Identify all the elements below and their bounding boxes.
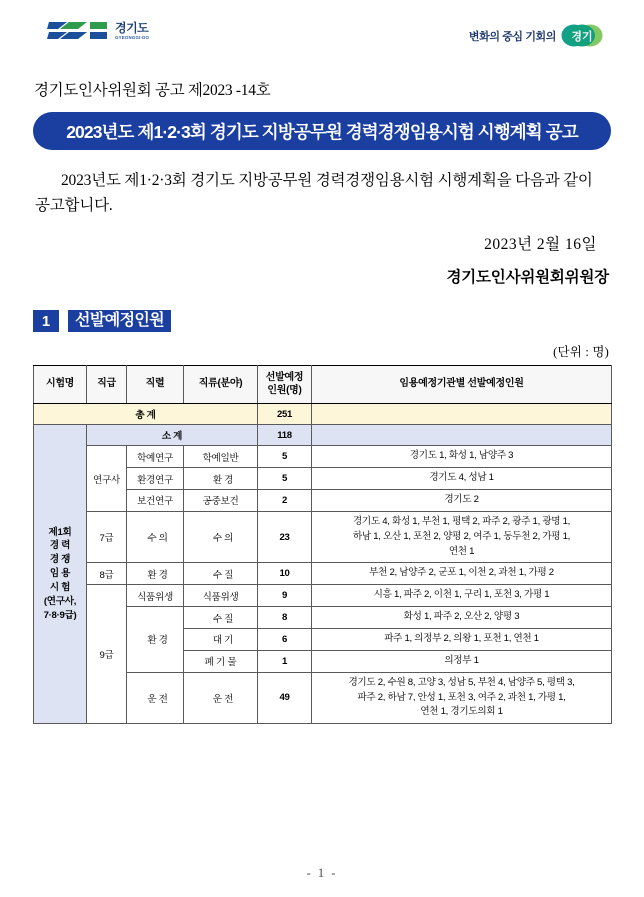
field-cell: 대 기 — [184, 628, 258, 650]
series-cell: 환경연구 — [127, 468, 184, 490]
field-cell: 수 질 — [184, 607, 258, 629]
field-cell: 운 전 — [184, 672, 258, 724]
exam-name-line: (연구사, — [43, 596, 77, 608]
unit-note: (단위 : 명) — [553, 345, 609, 360]
count-cell: 6 — [258, 628, 312, 650]
announcement-signer: 경기도인사위원회위원장 — [446, 269, 609, 287]
announcement-date: 2023년 2월 16일 — [484, 236, 597, 254]
th-grade: 직급 — [87, 366, 127, 404]
field-cell: 환 경 — [184, 468, 258, 490]
section-number: 1 — [33, 310, 59, 332]
table-row-total — [34, 404, 612, 425]
section-heading — [33, 309, 611, 333]
subtotal-orgs — [312, 425, 612, 446]
selection-plan-table — [33, 365, 612, 724]
logo-wordmark — [115, 22, 149, 40]
field-cell: 공중보건 — [184, 489, 258, 511]
count-cell: 1 — [258, 650, 312, 672]
field-cell: 학예일반 — [184, 446, 258, 468]
table-row-subtotal — [34, 425, 612, 446]
page-footer: - 1 - — [306, 866, 338, 880]
grade-cell: 7급 — [87, 511, 127, 563]
series-cell: 학예연구 — [127, 446, 184, 468]
exam-name-line: 제1회 — [48, 526, 72, 538]
count-cell: 2 — [258, 489, 312, 511]
field-cell: 수 의 — [184, 511, 258, 563]
field-cell: 식품위생 — [184, 585, 258, 607]
grade-cell: 연구사 — [87, 446, 127, 512]
svg-text:경기: 경기 — [571, 31, 593, 43]
series-cell: 보건연구 — [127, 489, 184, 511]
section-title: 선발예정인원 — [68, 310, 171, 332]
exam-name-line: 경 쟁 — [49, 554, 71, 566]
title-banner — [33, 112, 611, 150]
th-exam-name: 시험명 — [34, 366, 87, 404]
gyeonggi-badge-icon — [561, 24, 603, 47]
th-series: 직렬 — [127, 366, 184, 404]
series-cell: 수 의 — [127, 511, 184, 563]
table-row — [34, 511, 612, 563]
exam-name-line: 7·8·9급) — [43, 610, 77, 621]
th-orgs: 임용예정기관별 선발예정인원 — [312, 366, 612, 404]
exam-name-line: 시 험 — [49, 582, 71, 594]
count-cell: 23 — [258, 511, 312, 563]
table-row — [34, 585, 612, 607]
exam-name-line: 경 력 — [49, 540, 71, 552]
field-cell: 수 질 — [184, 563, 258, 585]
count-cell: 5 — [258, 468, 312, 490]
intro-paragraph: 2023년도 제1·2·3회 경기도 지방공무원 경력경쟁임용시험 시행계획을 다음과 같이 공고합니다. — [35, 172, 593, 215]
series-cell: 환 경 — [127, 563, 184, 585]
series-cell: 식품위생 — [127, 585, 184, 607]
exam-name-cell — [34, 425, 87, 724]
masthead — [33, 0, 611, 66]
count-cell: 9 — [258, 585, 312, 607]
th-field: 직류(분야) — [184, 366, 258, 404]
field-cell: 폐 기 물 — [184, 650, 258, 672]
subtotal-label: 소 계 — [87, 425, 258, 446]
total-orgs — [312, 404, 612, 425]
exam-name-line: 임 용 — [49, 568, 71, 580]
count-cell: 49 — [258, 672, 312, 724]
orgs-cell: 시흥 1, 파주 2, 이천 1, 구리 1, 포천 3, 가평 1 — [312, 585, 612, 607]
announcement-number: 경기도인사위원회 공고 제2023 -14호 — [34, 82, 271, 99]
total-label: 총 계 — [34, 404, 258, 425]
count-cell: 10 — [258, 563, 312, 585]
th-count — [258, 366, 312, 404]
gyeonggi-logo — [47, 20, 149, 42]
subtotal-count: 118 — [258, 425, 312, 446]
th-count-line2: 인원(명) — [267, 384, 302, 396]
gyeonggi-arrows-logo-icon — [47, 20, 109, 42]
orgs-cell: 부천 2, 남양주 2, 군포 1, 이천 2, 과천 1, 가평 2 — [312, 563, 612, 585]
orgs-cell: 경기도 4, 화성 1, 부천 1, 평택 2, 파주 2, 광주 1, 광명 1, 하남 1, 오산 1, 포천 2, 양평 2, 여주 1, 동두천 2, 가평 1, 연천 1 — [312, 511, 612, 563]
logo-name-en: GYEONGGI-DO — [115, 34, 150, 40]
count-cell: 5 — [258, 446, 312, 468]
series-cell: 운 전 — [127, 672, 184, 724]
count-cell: 8 — [258, 607, 312, 629]
orgs-cell: 파주 1, 의정부 2, 의왕 1, 포천 1, 연천 1 — [312, 628, 612, 650]
slogan-text: 변화의 중심 기회의 — [468, 30, 556, 43]
orgs-cell: 의정부 1 — [312, 650, 612, 672]
th-count-line1: 선발예정 — [265, 372, 304, 384]
grade-cell: 8급 — [87, 563, 127, 585]
orgs-cell: 경기도 1, 화성 1, 남양주 3 — [312, 446, 612, 468]
series-cell: 환 경 — [127, 607, 184, 673]
orgs-cell: 화성 1, 파주 2, 오산 2, 양평 3 — [312, 607, 612, 629]
grade-cell: 9급 — [87, 585, 127, 724]
orgs-cell: 경기도 4, 성남 1 — [312, 468, 612, 490]
table-body — [34, 404, 612, 724]
slogan-block — [469, 24, 603, 47]
orgs-cell: 경기도 2, 수원 8, 고양 3, 성남 5, 부천 4, 남양주 5, 평택 3, 파주 2, 하남 7, 안성 1, 포천 3, 여주 2, 과천 1, 가평 1, 연천 1, 경기도의회 1 — [312, 672, 612, 724]
orgs-cell: 경기도 2 — [312, 489, 612, 511]
title-banner-text: 2023년도 제1·2·3회 경기도 지방공무원 경력경쟁임용시험 시행계획 공고 — [66, 121, 578, 142]
logo-name-ko: 경기도 — [115, 20, 149, 35]
total-count: 251 — [258, 404, 312, 425]
table-row — [34, 563, 612, 585]
table-header-row — [34, 366, 612, 404]
table-row — [34, 446, 612, 468]
